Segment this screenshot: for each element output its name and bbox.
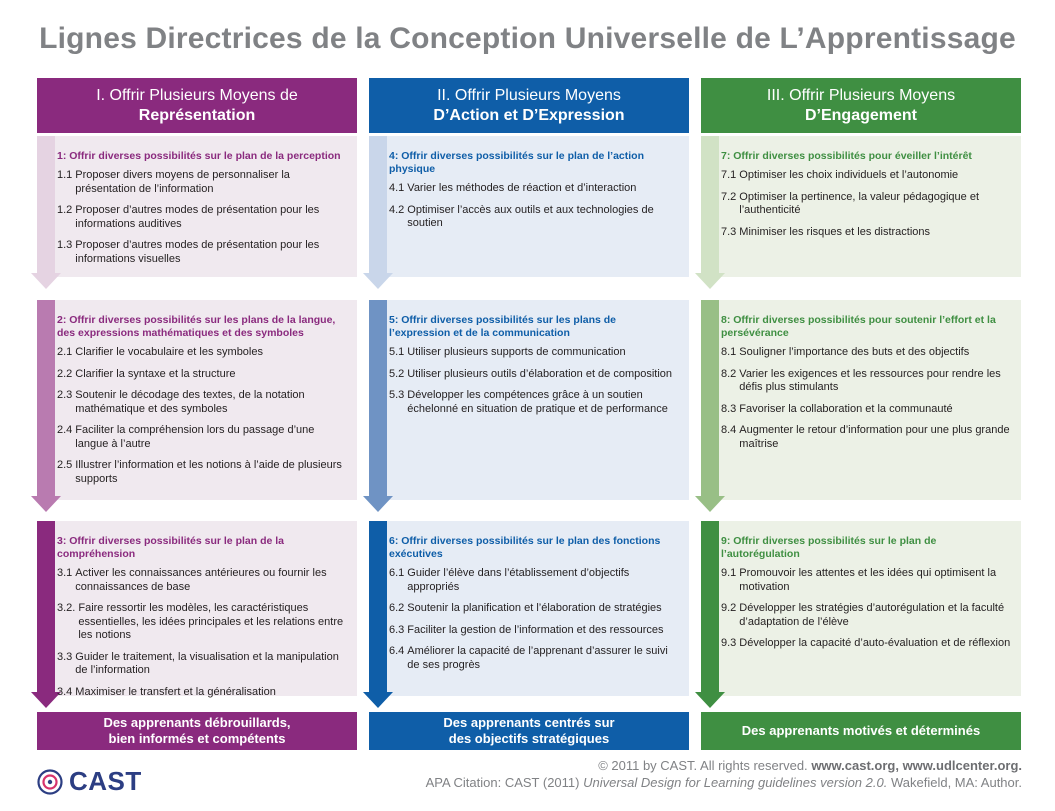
outcome-banner bbox=[369, 712, 689, 750]
checkpoint-text: Développer les stratégies d’autorégulation et la faculté d’adaptation de l’élève bbox=[739, 602, 1005, 628]
checkpoint-number: 1.3 bbox=[57, 239, 73, 251]
page-title: Lignes Directrices de la Conception Universelle de L’Apprentissage bbox=[39, 22, 1016, 55]
guideline-block bbox=[701, 300, 1021, 500]
checkpoint-item bbox=[389, 368, 679, 382]
footer-citation bbox=[426, 774, 1022, 791]
checkpoint-number: 9.1 bbox=[721, 567, 737, 579]
principle-column-1 bbox=[37, 78, 357, 746]
principle-header bbox=[37, 78, 357, 133]
outcome-line1: Des apprenants centrés sur bbox=[443, 715, 615, 730]
checkpoint-number: 2.5 bbox=[57, 459, 73, 471]
checkpoint-text: Soutenir le décodage des textes, de la notation mathématique et des symboles bbox=[75, 389, 305, 415]
cast-logo-icon bbox=[37, 769, 63, 795]
checkpoint-item bbox=[57, 346, 347, 360]
guideline-content bbox=[387, 521, 689, 696]
outcome-line2: des objectifs stratégiques bbox=[448, 731, 610, 746]
checkpoint-item bbox=[389, 204, 679, 231]
checkpoint-number: 7.1 bbox=[721, 169, 737, 181]
checkpoint-item bbox=[57, 686, 347, 700]
checkpoint-text: Varier les exigences et les ressources pour rendre les défis plus stimulants bbox=[739, 367, 1001, 393]
checkpoint-item bbox=[57, 389, 347, 416]
progress-arrow-icon bbox=[37, 136, 55, 273]
principle-header-line1: II. Offrir Plusieurs Moyens bbox=[437, 86, 621, 104]
checkpoint-text: Optimiser les choix individuels et l’autonomie bbox=[739, 169, 959, 181]
principle-header bbox=[701, 78, 1021, 133]
progress-arrow-icon bbox=[369, 136, 387, 273]
checkpoint-text: Proposer d’autres modes de présentation pour les informations visuelles bbox=[75, 239, 320, 265]
guideline-content bbox=[55, 300, 357, 500]
guideline-title: 8: Offrir diverses possibilités pour soutenir l’effort et la persévérance bbox=[721, 314, 996, 339]
guideline-title: 1: Offrir diverses possibilités sur le plan de la perception bbox=[57, 150, 341, 162]
checkpoint-number: 5.3 bbox=[389, 389, 405, 401]
checkpoint-text: Faciliter la compréhension lors du passage d’une langue à l’autre bbox=[75, 424, 315, 450]
principle-header-line1: I. Offrir Plusieurs Moyens de bbox=[96, 86, 298, 104]
checkpoint-text: Guider l’élève dans l’établissement d’objectifs appropriés bbox=[407, 567, 630, 593]
checkpoint-number: 4.2 bbox=[389, 203, 405, 216]
checkpoint-item bbox=[57, 459, 347, 486]
outcome-line1: Des apprenants motivés et déterminés bbox=[741, 723, 981, 738]
guideline-title: 3: Offrir diverses possibilités sur le plan de la compréhension bbox=[57, 535, 284, 560]
checkpoint-number: 1.2 bbox=[57, 204, 73, 216]
principle-column-2 bbox=[369, 78, 689, 746]
guideline-title: 2: Offrir diverses possibilités sur les plans de la langue, des expressions mathématiques et des symboles bbox=[57, 314, 336, 339]
checkpoint-text: Augmenter le retour d’information pour une plus grande maîtrise bbox=[739, 424, 1010, 450]
principle-header-line2: Représentation bbox=[138, 106, 256, 124]
guideline-block bbox=[37, 300, 357, 500]
guideline-block bbox=[701, 136, 1021, 277]
checkpoint-item bbox=[721, 567, 1011, 594]
principle-header-line2: D’Engagement bbox=[804, 106, 917, 124]
checkpoint-item bbox=[721, 424, 1011, 451]
checkpoint-item bbox=[57, 368, 347, 382]
checkpoint-item bbox=[389, 624, 679, 638]
guideline-block bbox=[369, 521, 689, 696]
progress-arrow-icon bbox=[37, 300, 55, 496]
checkpoint-text: Proposer d’autres modes de présentation pour les informations auditives bbox=[75, 204, 320, 230]
guideline-block bbox=[37, 521, 357, 696]
outcome-banner bbox=[701, 712, 1021, 750]
checkpoint-number: 2.2 bbox=[57, 367, 73, 380]
checkpoint-text: Clarifier le vocabulaire et les symboles bbox=[75, 346, 263, 358]
checkpoint-item bbox=[721, 602, 1011, 629]
citation-title: Universal Design for Learning guidelines version 2.0. bbox=[583, 775, 888, 790]
checkpoint-number: 9.2 bbox=[721, 602, 737, 614]
checkpoint-item bbox=[57, 204, 347, 231]
checkpoint-item bbox=[389, 389, 679, 416]
checkpoint-text: Activer les connaissances antérieures ou fournir les connaissances de base bbox=[75, 567, 327, 593]
progress-arrow-icon bbox=[37, 521, 55, 692]
checkpoint-text: Développer la capacité d’auto-évaluation et de réflexion bbox=[739, 637, 1011, 649]
checkpoint-text: Soutenir la planification et l’élaboration de stratégies bbox=[407, 602, 662, 614]
checkpoint-number: 4.1 bbox=[389, 182, 405, 194]
checkpoint-item bbox=[57, 169, 347, 196]
checkpoint-number: 8.4 bbox=[721, 424, 737, 436]
guideline-block bbox=[701, 521, 1021, 696]
checkpoint-text: Illustrer l’information et les notions à l’aide de plusieurs supports bbox=[75, 459, 342, 485]
guideline-content bbox=[387, 136, 689, 277]
checkpoint-number: 8.3 bbox=[721, 402, 737, 415]
checkpoint-text: Faire ressortir les modèles, les caractéristiques essentielles, les idées principales et les relations entre les notions bbox=[78, 602, 344, 641]
checkpoint-text: Guider le traitement, la visualisation et la manipulation de l’information bbox=[75, 650, 339, 676]
checkpoint-text: Développer les compétences grâce à un soutien échelonné en situation de pratique et de performance bbox=[407, 389, 668, 415]
checkpoint-item bbox=[57, 567, 347, 594]
checkpoint-item bbox=[721, 346, 1011, 360]
checkpoint-number: 7.2 bbox=[721, 190, 737, 203]
checkpoint-text: Améliorer la capacité de l’apprenant d’assurer le suivi de ses progrès bbox=[407, 645, 668, 671]
checkpoint-text: Utiliser plusieurs outils d’élaboration et de composition bbox=[407, 367, 673, 380]
checkpoint-number: 3.4 bbox=[57, 685, 73, 698]
checkpoint-text: Promouvoir les attentes et les idées qui optimisent la motivation bbox=[739, 567, 997, 593]
checkpoint-text: Minimiser les risques et les distractions bbox=[739, 225, 931, 238]
progress-arrow-icon bbox=[701, 300, 719, 496]
outcome-line1: Des apprenants débrouillards, bbox=[103, 715, 291, 730]
progress-arrow-icon bbox=[369, 521, 387, 692]
guideline-block bbox=[369, 136, 689, 277]
checkpoint-text: Optimiser la pertinence, la valeur pédagogique et l’authenticité bbox=[739, 190, 979, 216]
checkpoint-number: 8.2 bbox=[721, 367, 737, 380]
checkpoint-item bbox=[721, 191, 1011, 218]
citation-suffix: Wakefield, MA: Author. bbox=[890, 775, 1022, 790]
logo-text: CAST bbox=[69, 766, 142, 796]
checkpoint-number: 3.1 bbox=[57, 567, 73, 579]
checkpoint-item bbox=[721, 368, 1011, 395]
checkpoint-item bbox=[57, 239, 347, 266]
checkpoint-number: 6.2 bbox=[389, 602, 405, 614]
principle-column-3 bbox=[701, 78, 1021, 738]
checkpoint-text: Maximiser le transfert et la généralisation bbox=[75, 685, 276, 698]
guideline-title: 5: Offrir diverses possibilités sur les plans de l’expression et de la communication bbox=[389, 314, 617, 339]
checkpoint-text: Favoriser la collaboration et la communauté bbox=[739, 402, 953, 415]
outcome-banner bbox=[37, 712, 357, 750]
checkpoint-text: Proposer divers moyens de personnaliser la présentation de l’information bbox=[75, 169, 290, 195]
progress-arrow-icon bbox=[701, 521, 719, 692]
guideline-block bbox=[369, 300, 689, 500]
footer-links[interactable]: www.cast.org, www.udlcenter.org. bbox=[811, 758, 1022, 773]
checkpoint-text: Faciliter la gestion de l’information et des ressources bbox=[407, 623, 664, 636]
checkpoint-number: 2.1 bbox=[57, 346, 73, 358]
guideline-content bbox=[55, 136, 357, 277]
guideline-content bbox=[719, 300, 1021, 500]
checkpoint-item bbox=[389, 182, 679, 196]
outcome-line2: bien informés et compétents bbox=[108, 731, 286, 746]
checkpoint-number: 9.3 bbox=[721, 637, 737, 649]
checkpoint-item bbox=[389, 602, 679, 616]
checkpoint-number: 1.1 bbox=[57, 169, 73, 181]
checkpoint-number: 5.2 bbox=[389, 367, 405, 380]
principle-header-line2: D’Action et D’Expression bbox=[433, 106, 625, 124]
checkpoint-item bbox=[57, 602, 347, 643]
guideline-content bbox=[719, 136, 1021, 277]
checkpoint-text: Clarifier la syntaxe et la structure bbox=[75, 367, 236, 380]
principle-header bbox=[369, 78, 689, 133]
checkpoint-number: 6.3 bbox=[389, 623, 405, 636]
guideline-block bbox=[37, 136, 357, 277]
checkpoint-text: Souligner l’importance des buts et des objectifs bbox=[739, 346, 970, 358]
footer-copyright-text: © 2011 by CAST. All rights reserved. bbox=[598, 758, 808, 773]
checkpoint-item bbox=[389, 346, 679, 360]
progress-arrow-icon bbox=[701, 136, 719, 273]
checkpoint-number: 6.4 bbox=[389, 645, 405, 657]
cast-logo bbox=[37, 766, 142, 797]
guideline-content bbox=[55, 521, 357, 696]
guideline-title: 6: Offrir diverses possibilités sur le plan des fonctions exécutives bbox=[389, 535, 661, 560]
checkpoint-number: 2.4 bbox=[57, 424, 73, 436]
checkpoint-number: 8.1 bbox=[721, 346, 737, 358]
guideline-title: 7: Offrir diverses possibilités pour éveiller l’intérêt bbox=[721, 150, 972, 162]
checkpoint-item bbox=[721, 403, 1011, 417]
checkpoint-number: 3.3 bbox=[57, 650, 73, 663]
checkpoint-number: 5.1 bbox=[389, 346, 405, 358]
progress-arrow-icon bbox=[369, 300, 387, 496]
checkpoint-item bbox=[57, 651, 347, 678]
guideline-title: 4: Offrir diverses possibilités sur le plan de l’action physique bbox=[389, 150, 644, 175]
footer bbox=[426, 757, 1022, 791]
checkpoint-item bbox=[57, 424, 347, 451]
guideline-content bbox=[387, 300, 689, 500]
guideline-title: 9: Offrir diverses possibilités sur le plan de l’autorégulation bbox=[721, 535, 937, 560]
principle-header-line1: III. Offrir Plusieurs Moyens bbox=[766, 86, 956, 104]
checkpoint-item bbox=[721, 226, 1011, 240]
checkpoint-item bbox=[389, 567, 679, 594]
checkpoint-text: Utiliser plusieurs supports de communication bbox=[407, 346, 626, 358]
guideline-content bbox=[719, 521, 1021, 696]
checkpoint-text: Varier les méthodes de réaction et d’interaction bbox=[407, 182, 637, 194]
checkpoint-number: 2.3 bbox=[57, 389, 73, 401]
checkpoint-number: 3.2. bbox=[57, 602, 76, 614]
checkpoint-item bbox=[389, 645, 679, 672]
checkpoint-number: 6.1 bbox=[389, 567, 405, 579]
checkpoint-number: 7.3 bbox=[721, 225, 737, 238]
checkpoint-text: Optimiser l’accès aux outils et aux technologies de soutien bbox=[407, 203, 654, 229]
checkpoint-item bbox=[721, 169, 1011, 183]
footer-copyright bbox=[426, 757, 1022, 774]
citation-prefix: APA Citation: CAST (2011) bbox=[425, 775, 580, 790]
checkpoint-item bbox=[721, 637, 1011, 651]
